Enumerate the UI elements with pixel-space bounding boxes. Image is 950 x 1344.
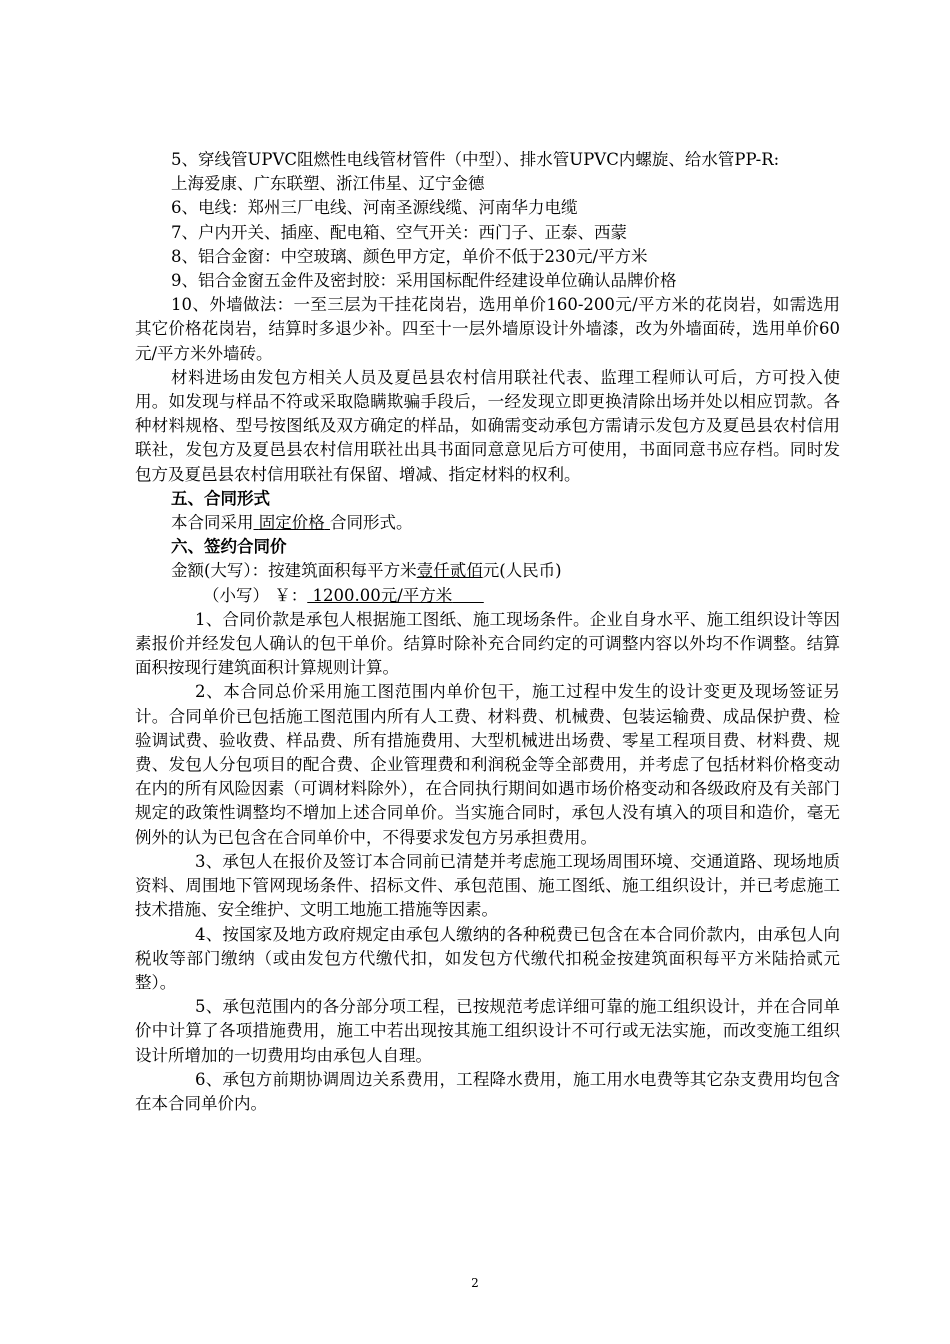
contract-form-suffix: 合同形式。: [330, 513, 413, 533]
clause-10-exterior-wall: 10、外墙做法：一至三层为干挂花岗岩，选用单价160-200元/平方米的花岗岩，如需选用其它价格花岗岩，结算时多退少补。四至十一层外墙原设计外墙漆，改为外墙面砖，选用单价60元/平方米外墙砖。: [135, 295, 840, 363]
clause-5-conduit: 5、穿线管UPVC阻燃性电线管材管件（中型）、排水管UPVC内螺旋、给水管PP-R:: [171, 150, 780, 169]
amount-upper-value: 壹仟贰佰: [416, 561, 483, 581]
amount-upper-line: [135, 559, 840, 583]
clause-8-windows: 8、铝合金窗：中空玻璃、颜色甲方定，单价不低于230元/平方米: [171, 246, 648, 266]
amount-lower-label: （小写） ￥：: [203, 585, 308, 605]
materials-paragraph: 材料进场由发包方相关人员及夏邑县农村信用联社代表、监理工程师认可后，方可投入使用。如发现与样品不符或采取隐瞒欺骗手段后，一经发现立即更换清除出场并处以相应罚款。各种材料规格、型号按图纸及双方确定的样品，如确需变动承包方需请示发包方及夏邑县农村信用联社，发包方及夏邑县农村信用联社出具书面同意意见后方可使用，书面同意书应存档。同时发包方及夏邑县农村信用联社有保留、增减、指定材料的权利。: [135, 367, 840, 484]
clause-7-switches: 7、户内开关、插座、配电箱、空气开关：西门子、正泰、西蒙: [171, 222, 627, 242]
price-clause-5: 5、承包范围内的各分部分项工程，已按规范考虑详细可靠的施工组织设计，并在合同单价中计算了各项措施费用，施工中若出现按其施工组织设计不可行或无法实施，而改变施工组织设计所增加的一切费用均由承包人自理。: [135, 997, 840, 1065]
page-number: 2: [471, 1276, 479, 1290]
document-body: [135, 148, 840, 1116]
amount-upper-suffix: 元(人民币): [482, 561, 562, 581]
amount-upper-prefix: 金额(大写）：按建筑面积每平方米: [171, 561, 417, 581]
section-5-heading: 五、合同形式: [171, 488, 270, 508]
contract-form-value: 固定价格: [258, 513, 325, 533]
contract-form-line: [135, 511, 840, 535]
price-clause-3: 3、承包人在报价及签订本合同前已清楚并考虑施工现场周围环境、交通道路、现场地质资料、周围地下管网现场条件、招标文件、承包范围、施工图纸、施工组织设计，并已考虑施工技术措施、安全维护、文明工地施工措施等因素。: [135, 851, 840, 920]
clause-5-brands: 上海爱康、广东联塑、浙江伟星、辽宁金德: [171, 174, 485, 194]
price-clause-6: 6、承包方前期协调周边关系费用，工程降水费用，施工用水电费等其它杂支费用均包含在本合同单价内。: [135, 1069, 840, 1113]
clause-6-wires: 6、电线：郑州三厂电线、河南圣源线缆、河南华力电缆: [171, 198, 578, 218]
price-clause-2: 2、本合同总价采用施工图范围内单价包干，施工过程中发生的设计变更及现场签证另计。合同单价已包括施工图范围内所有人工费、材料费、机械费、包装运输费、成品保护费、检验调试费、验收费、样品费、所有措施费用、大型机械进出场费、零星工程项目费、材料费、规费、发包人分包项目的配合费、企业管理费和利润税金等全部费用，并考虑了包括材料价格变动在内的所有风险因素（可调材料除外），在合同执行期间如遇市场价格变动和各级政府及有关部门规定的政策性调整均不增加上述合同单价。当实施合同时，承包人没有填入的项目和造价，毫无例外的认为已包含在合同单价中，不得要求发包方另承担费用。: [135, 682, 840, 847]
amount-lower-line: [135, 584, 840, 608]
section-6-heading: 六、签约合同价: [171, 537, 287, 557]
price-clause-1: 1、合同价款是承包人根据施工图纸、施工现场条件。企业自身水平、施工组织设计等因素报价并经发包人确认的包干单价。结算时除补充合同约定的可调整内容以外均不作调整。结算面积按现行建筑面积计算规则计算。: [135, 609, 840, 678]
price-clause-4: 4、按国家及地方政府规定由承包人缴纳的各种税费已包含在本合同价款内，由承包人向税收等部门缴纳（或由发包方代缴代扣，如发包方代缴代扣税金按建筑面积每平方米陆拾贰元整）。: [135, 924, 840, 992]
contract-form-prefix: 本合同采用: [171, 513, 254, 533]
clause-9-hardware: 9、铝合金窗五金件及密封胶：采用国标配件经建设单位确认品牌价格: [171, 271, 677, 291]
amount-lower-value: 1200.00元/平方米: [312, 585, 453, 605]
